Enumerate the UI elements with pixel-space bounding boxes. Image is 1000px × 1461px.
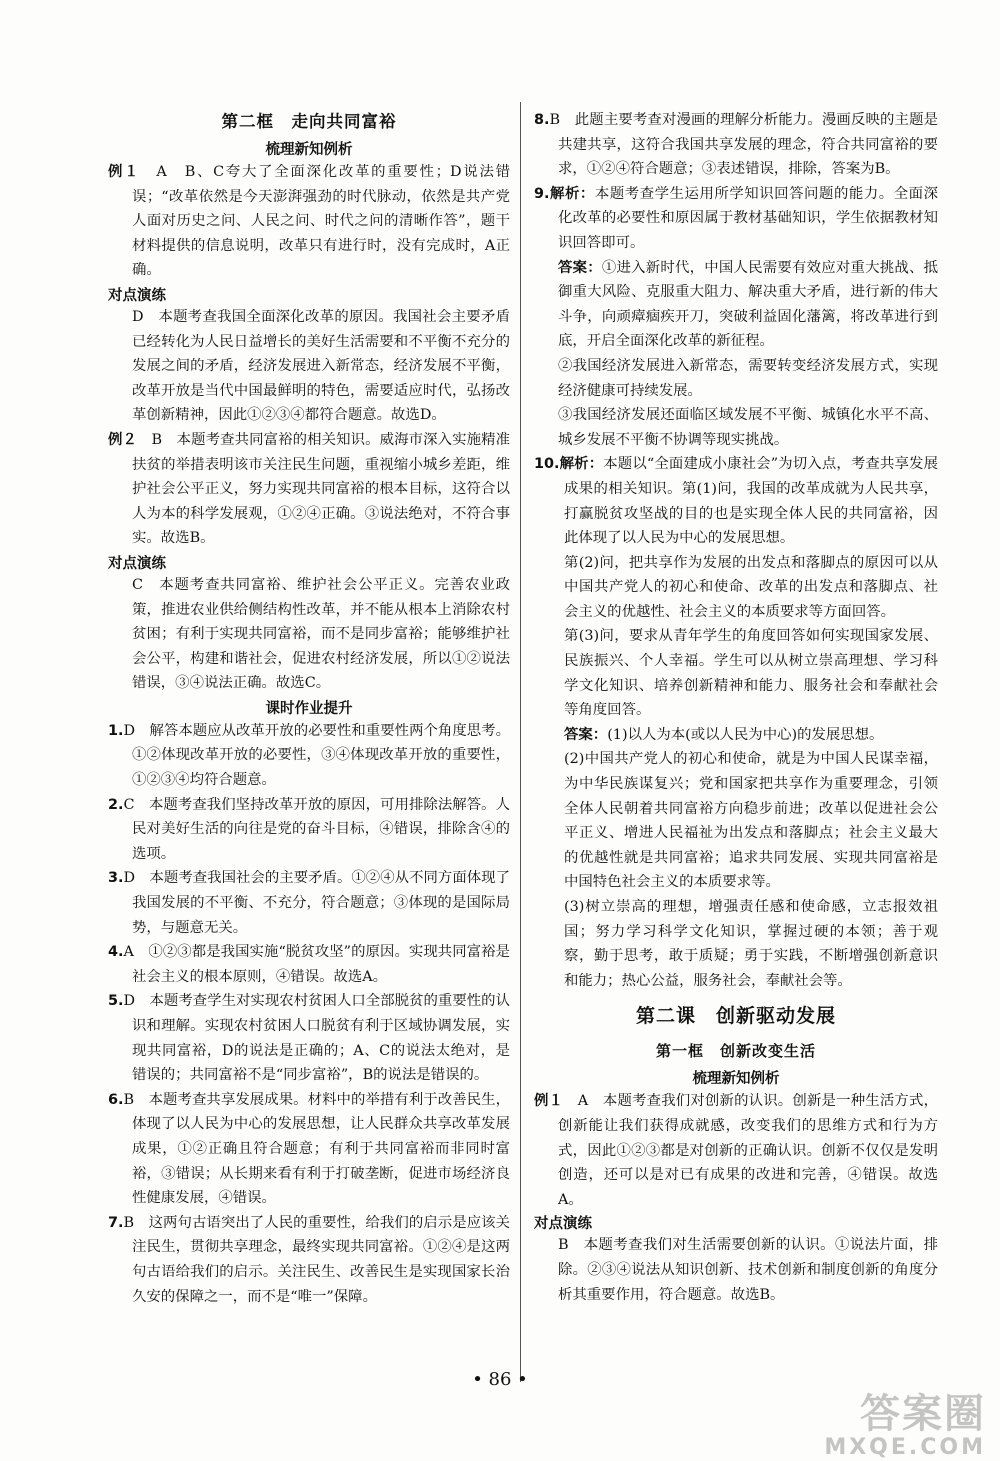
exercise-item [108,793,510,867]
right-column [534,108,938,1307]
column-divider [520,102,521,1382]
answer-paragraph: (3)树立崇高的理想，增强责任感和使命感，立志报效祖国；努力学习科学文化知识，掌握过硬的本领；善于观察，勤于思考，敢于质疑；勇于实践，不断增强创新意识和能力；热心公益，服务社会，奉献社会等。 [564,899,938,989]
frame-title: 第二框 走向共同富裕 [221,112,397,131]
drill-text: C 本题考查共同富裕、维护社会公平正义。完善农业政策，推进农业供给侧结构性改革，并不能从根本上消除农村贫困；有利于实现共同富裕，而不是同步富裕；能够维护社会公平，构建和谐社会，促进农村经济发展，所以①②说法错误，③④说法正确。故选C。 [132,576,510,692]
watermark-logo [736,1392,986,1460]
item-number: 4. [108,944,124,961]
drill-label: 对点演练 [108,287,166,304]
exercise-item [108,719,510,793]
watermark-url: MXQE.COM [824,1435,986,1460]
frame-title: 第一框 创新改变生活 [655,1042,816,1061]
item-number: 10. [534,456,560,473]
item-number: 2. [108,796,124,813]
answer-label: 答案： [558,259,602,276]
item-number: 5. [108,993,124,1010]
item-number: 9. [534,185,550,202]
exercise-item [108,940,510,989]
item-text: C 本题考查我们坚持改革开放的原因，可用排除法解答。人民对美好生活的向往是党的奋斗目标，④错误，排除含④的选项。 [123,796,510,862]
item-number: 3. [108,870,124,887]
answer [534,723,938,748]
answer-paragraph: (2)中国共产党人的初心和使命，就是为中国人民谋幸福，为中华民族谋复兴；党和国家把共享作为重要理念，引领全体人民朝着共同富裕方向稳步前进；改革以促进社会公平正义、增进人民福祉为出发点和落脚点；社会主义最大的优越性就是共同富裕；追求共同发展、实现共同富裕是中国特色社会主义的本质要求等。 [564,751,938,891]
answer [534,256,938,354]
exercise-item [108,989,510,1087]
answer-text: (1)以人为本(或以人民为中心)的发展思想。 [607,726,884,743]
answer-paragraph: ②我国经济发展进入新常态，需要转变经济发展方式，实现经济健康可持续发展。 [558,357,938,399]
left-column [108,108,510,1309]
example-label: 例２ [108,431,137,448]
example-text: A B、C夸大了全面深化改革的重要性；D说法错误；“改革依然是今天澎湃强劲的时代脉动，依然是共产党人面对历史之问、人民之问、时代之问的清晰作答”，题干材料提供的信息说明，改革只有进行时，没有完成时，A正确。 [132,164,510,279]
item-number: 1. [108,722,124,739]
section-heading: 课时作业提升 [265,700,353,717]
item-text: D 本题考查学生对实现农村贫困人口全部脱贫的重要性的认识和理解。实现农村贫困人口脱贫有利于区域协调发展，实现共同富裕，D的说法是正确的；A、C的说法太绝对，是错误的；共同富裕不是“同步富裕”，B的说法是错误的。 [123,993,510,1084]
watermark-text: 答案圈 [860,1391,986,1437]
example-text: A 本题考查我们对创新的认识。创新是一种生活方式，创新能让我们获得成就感，改变我们的思维方式和行为方式，因此①②③都是对创新的正确认识。创新不仅仅是发明创造，还可以是对已有成果的改进和完善，④错误。故选A。 [558,1093,938,1208]
lesson-title: 第二课 创新驱动发展 [635,1005,836,1028]
item-text: D 解答本题应从改革开放的必要性和重要性两个角度思考。①②体现改革开放的必要性，③④体现改革开放的重要性，①②③④均符合题意。 [123,722,510,789]
example-label: 例１ [534,1093,564,1110]
example-2 [108,428,510,551]
analysis-paragraph: 第(3)问，要求从青年学生的角度回答如何实现国家发展、民族振兴、个人幸福。学生可以从树立崇高理想、学习科学文化知识、培养创新精神和能力、服务社会和奉献社会等角度回答。 [564,628,938,719]
item-number: 8. [534,112,550,128]
example-1 [534,1089,938,1212]
analysis-label: 解析： [549,185,595,202]
drill-label: 对点演练 [108,555,166,572]
item-text: A ①②③都是我国实施“脱贫攻坚”的原因。实现共同富裕是社会主义的根本原则，④错误。故选A。 [123,944,510,985]
item-text: D 本题考查我国社会的主要矛盾。①②④从不同方面体现了我国发展的不平衡、不充分，符合题意；③体现的是国际局势，与题意无关。 [123,870,510,936]
exercise-item [108,1088,510,1211]
example-text: B 本题考查共同富裕的相关知识。威海市深入实施精准扶贫的举措表明该市关注民生问题，重视缩小城乡差距，维护社会公平正义，努力实现共同富裕的根本目标，这符合以人为本的科学发展观，①②④正确。③说法绝对，不符合事实。故选B。 [132,431,510,547]
drill-label: 对点演练 [534,1216,592,1233]
exercise-item [534,108,938,182]
item-text: B 此题主要考查对漫画的理解分析能力。漫画反映的主题是共建共享，这符合我国共享发展的理念，符合共同富裕的要求，①②④符合题意；③表述错误，排除，答案为B。 [549,112,938,178]
exercise-item [534,452,938,550]
drill-text: B 本题考查我们对生活需要创新的认识。①说法片面，排除。②③④说法从知识创新、技术创新和制度创新的角度分析其重要作用，符合题意。故选B。 [558,1237,938,1303]
page-number: • 86 • [472,1369,528,1390]
item-text: B 这两句古语突出了人民的重要性，给我们的启示是应该关注民生，贯彻共享理念，最终实现共同富裕。①②④是这两句古语给我们的启示。关注民生、改善民生是实现国家长治久安的保障之一，而不是“唯一”保障。 [123,1214,510,1305]
item-text: B 本题考查共享发展成果。材料中的举措有利于改善民生，体现了以人民为中心的发展思想，让人民群众共享改革发展成果，①②正确且符合题意；有利于共同富裕而非同时富裕，③错误；从长期来看有利于打破垄断，促进市场经济良性健康发展，④错误。 [123,1091,510,1207]
analysis-paragraph: 第(2)问，把共享作为发展的出发点和落脚点的原因可以从中国共产党人的初心和使命、改革的出发点和落脚点、社会主义的优越性、社会主义的本质要求等方面回答。 [564,554,938,620]
example-label: 例１ [108,164,141,180]
exercise-item [108,1211,510,1309]
section-heading: 梳理新知例析 [692,1071,780,1088]
analysis-text: 本题考查学生运用所学知识回答问题的能力。全面深化改革的必要性和原因属于教材基础知识，学生依据教材知识回答即可。 [558,185,938,251]
exercise-item [108,866,510,940]
answer-label: 答案： [564,726,608,743]
analysis-label: 解析： [559,456,604,473]
answer-text: ①进入新时代，中国人民需要有效应对重大挑战、抵御重大风险、克服重大阻力、解决重大矛盾，进行新的伟大斗争，向顽瘴痼疾开刀，突破利益固化藩篱，将改革进行到底，开启全面深化改革的新征程。 [558,259,938,350]
analysis-text: 本题以“全面建成小康社会”为切入点，考查共享发展成果的相关知识。第(1)问，我国的改革成就为人民共享，打赢脱贫攻坚战的目的也是实现全体人民的共同富裕，因此体现了以人民为中心的发展思想。 [564,456,938,547]
exercise-item [534,182,938,256]
drill-text: D 本题考查我国全面深化改革的原因。我国社会主要矛盾已经转化为人民日益增长的美好生活需要和不平衡不充分的发展之间的矛盾，经济发展进入新常态，经济发展不平衡，改革开放是当代中国最鲜明的特色，需要适应时代，弘扬改革创新精神，因此①②③④都符合题意。故选D。 [132,308,510,424]
section-heading: 梳理新知例析 [265,142,353,158]
item-number: 7. [108,1214,124,1231]
answer-paragraph: ③我国经济发展还面临区域发展不平衡、城镇化水平不高、城乡发展不平衡不协调等现实挑战。 [558,407,938,448]
example-1 [108,160,510,283]
item-number: 6. [108,1091,124,1108]
